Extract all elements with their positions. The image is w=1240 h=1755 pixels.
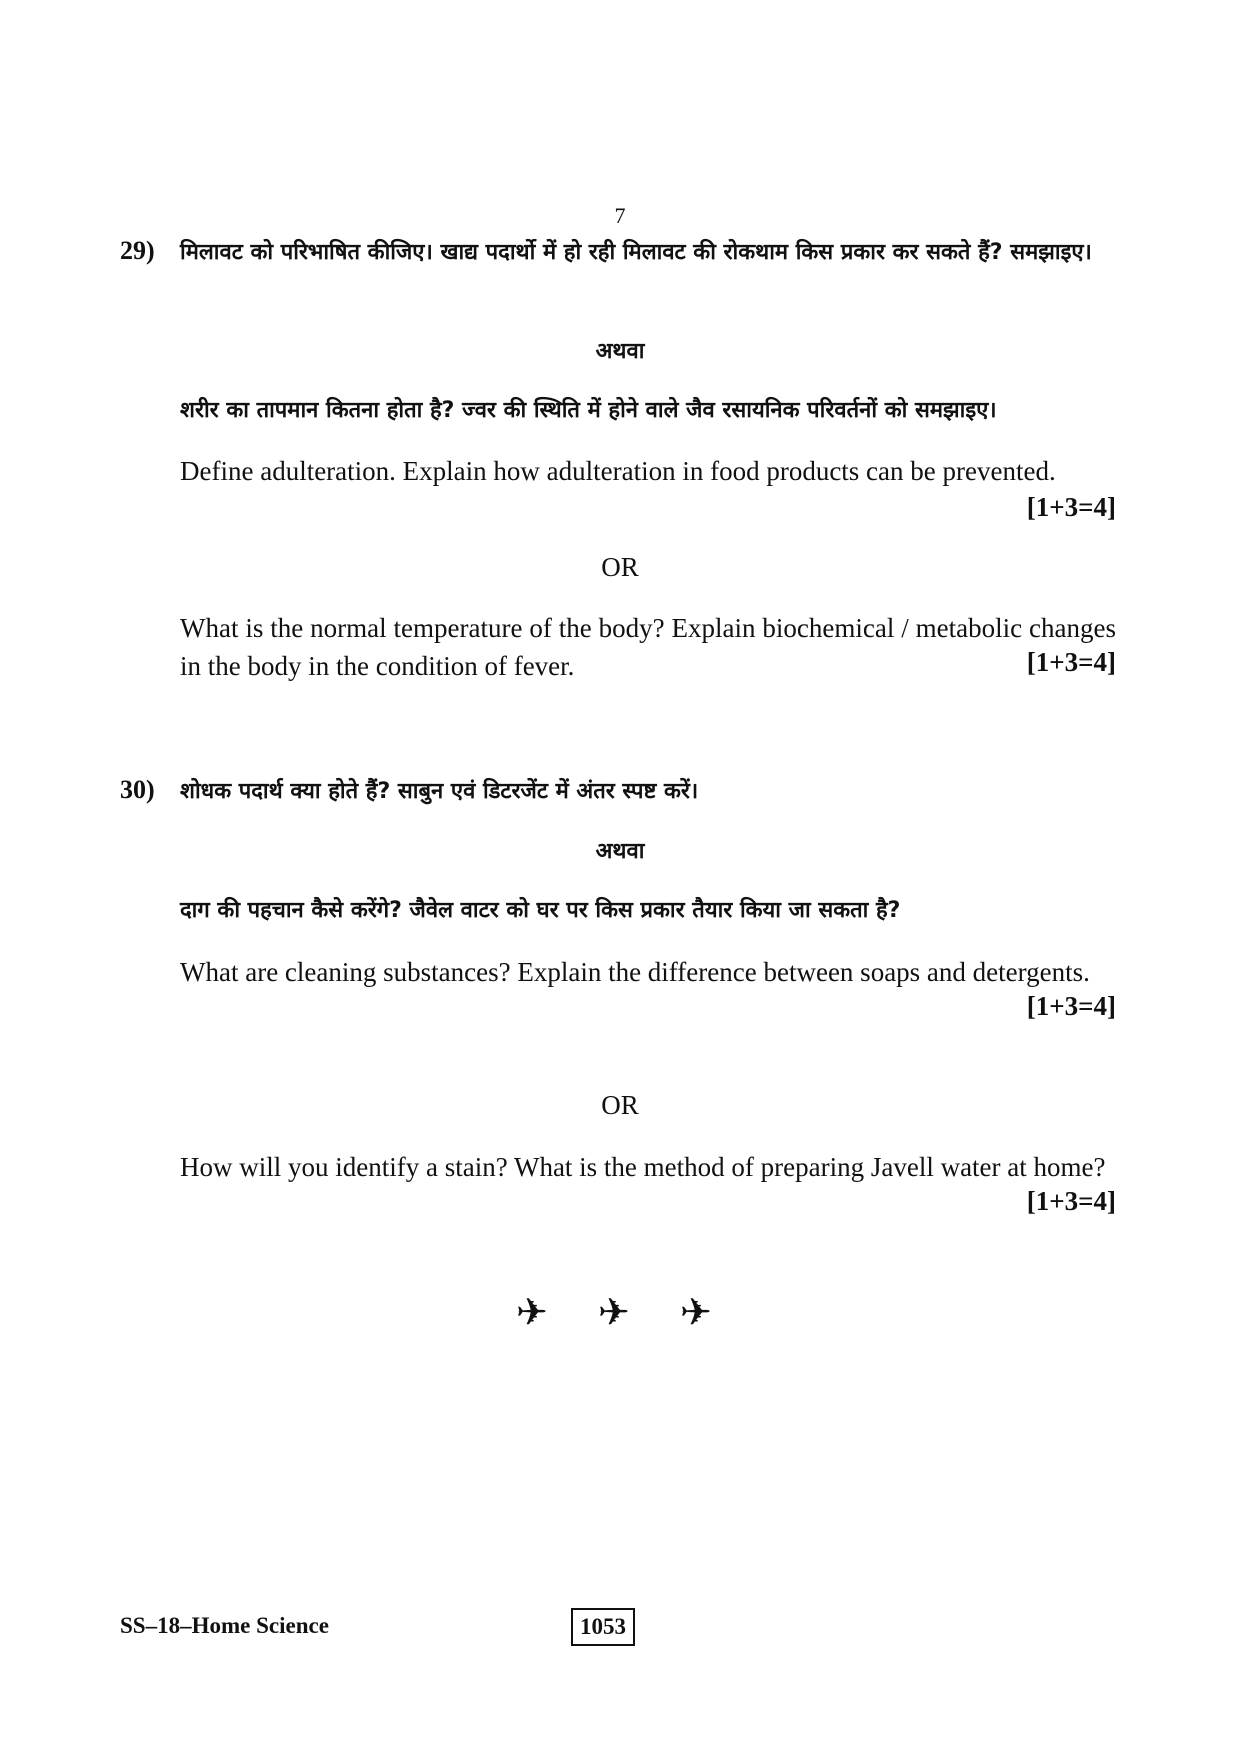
question-30-hindi-alternative: दाग की पहचान कैसे करेंगे? जैवेल वाटर को घर पर किस प्रकार तैयार किया जा सकता है?	[180, 898, 901, 923]
end-symbol-1-icon: ✈	[516, 1290, 548, 1334]
question-30-marks: [1+3=4]	[1026, 991, 1116, 1021]
question-29-english-or: OR	[601, 552, 639, 582]
question-30-alt-marks: [1+3=4]	[1026, 1186, 1116, 1216]
question-30-english-alternative: How will you identify a stain? What is the method of preparing Javell water at home?	[180, 1152, 1106, 1182]
footer-paper-code: SS–18–Home Science	[120, 1613, 329, 1638]
end-symbol-2-icon: ✈	[598, 1290, 630, 1334]
question-29-english-alternative: What is the normal temperature of the body? Explain biochemical / metabolic changes in the body in the condition of fever.	[180, 613, 1116, 681]
question-29-english: Define adulteration. Explain how adulteration in food products can be prevented.	[180, 456, 1056, 486]
question-29-hindi-alternative: शरीर का तापमान कितना होता है? ज्वर की स्थिति में होने वाले जैव रसायनिक परिवर्तनों को समझाइए।	[180, 398, 997, 423]
end-symbol-3-icon: ✈	[680, 1290, 712, 1334]
question-29-alt-marks: [1+3=4]	[1026, 647, 1116, 677]
question-30-english-or: OR	[601, 1090, 639, 1120]
page-number: 7	[614, 203, 626, 228]
question-30-number: 30)	[120, 775, 155, 804]
question-30-english: What are cleaning substances? Explain the difference between soaps and detergents.	[180, 957, 1090, 987]
question-29-number: 29)	[120, 236, 155, 265]
question-29-hindi: मिलावट को परिभाषित कीजिए। खाद्य पदार्थो में हो रही मिलावट की रोकथाम किस प्रकार कर सकते हैं? समझाइए।	[180, 240, 1092, 265]
question-29-hindi-or: अथवा	[595, 339, 645, 364]
footer-page-code: 1053	[571, 1608, 635, 1646]
question-30-hindi-or: अथवा	[595, 839, 645, 864]
question-30-hindi: शोधक पदार्थ क्या होते हैं? साबुन एवं डिटरजेंट में अंतर स्पष्ट करें।	[180, 779, 699, 804]
question-29-marks: [1+3=4]	[1026, 492, 1116, 522]
